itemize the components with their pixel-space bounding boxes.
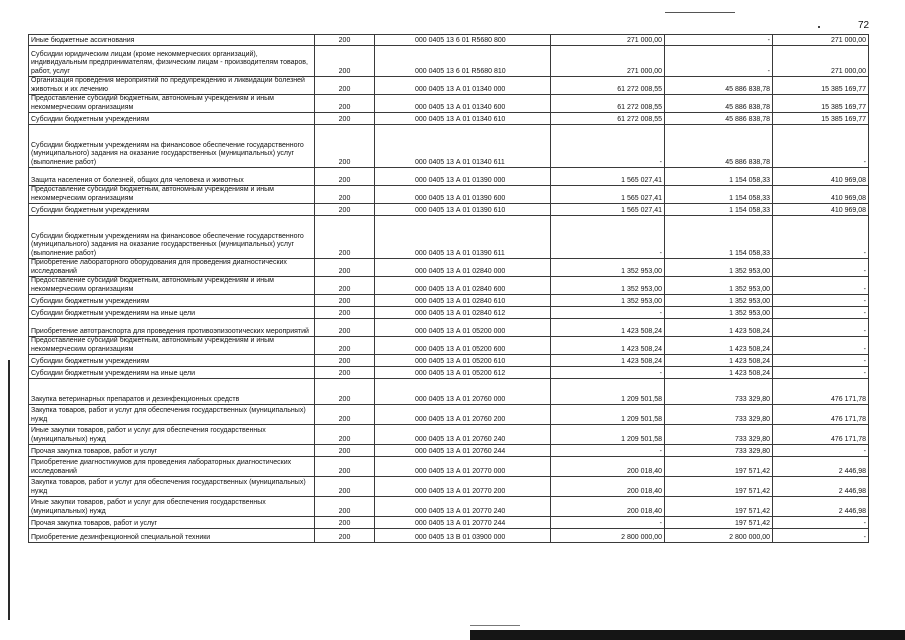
row-code: 200 [315, 425, 375, 445]
row-unexecuted: - [773, 295, 869, 307]
row-executed: 1 423 508,24 [665, 355, 773, 367]
row-name: Иные бюджетные ассигнования [29, 35, 315, 46]
row-name: Субсидии бюджетным учреждениям [29, 295, 315, 307]
row-kbk: 000 0405 13 6 01 R5680 800 [375, 35, 551, 46]
row-name: Предоставление субсидий бюджетным, автономным учреждениям и иным некоммерческим организациям [29, 186, 315, 204]
row-approved: 1 209 501,58 [551, 379, 665, 405]
row-unexecuted: 476 171,78 [773, 425, 869, 445]
row-unexecuted: 2 446,98 [773, 457, 869, 477]
row-executed: 733 329,80 [665, 425, 773, 445]
row-name: Приобретение дезинфекционной специальной техники [29, 529, 315, 543]
row-approved: - [551, 517, 665, 529]
table-row [29, 46, 869, 77]
row-name: Приобретение лабораторного оборудования для проведения диагностических исследований [29, 259, 315, 277]
row-unexecuted: - [773, 307, 869, 319]
row-code: 200 [315, 259, 375, 277]
row-code: 200 [315, 529, 375, 543]
row-name: Прочая закупка товаров, работ и услуг [29, 517, 315, 529]
row-executed: 1 154 058,33 [665, 186, 773, 204]
row-approved: - [551, 216, 665, 259]
row-code: 200 [315, 307, 375, 319]
row-approved: - [551, 367, 665, 379]
row-executed: 197 571,42 [665, 457, 773, 477]
table-row [29, 355, 869, 367]
table-row [29, 186, 869, 204]
row-code: 200 [315, 95, 375, 113]
row-code: 200 [315, 125, 375, 168]
row-code: 200 [315, 295, 375, 307]
row-approved: 1 423 508,24 [551, 319, 665, 337]
row-name: Закупка товаров, работ и услуг для обеспечения государственных (муниципальных) нужд [29, 477, 315, 497]
row-executed: 45 886 838,78 [665, 95, 773, 113]
row-executed: 1 352 953,00 [665, 307, 773, 319]
table-row [29, 95, 869, 113]
row-kbk: 000 0405 13 А 01 02840 610 [375, 295, 551, 307]
row-name: Субсидии бюджетным учреждениям [29, 113, 315, 125]
row-code: 200 [315, 445, 375, 457]
row-approved: 200 018,40 [551, 457, 665, 477]
row-kbk: 000 0405 13 А 01 05200 610 [375, 355, 551, 367]
row-kbk: 000 0405 13 А 01 01390 000 [375, 168, 551, 186]
row-approved: 200 018,40 [551, 497, 665, 517]
row-code: 200 [315, 277, 375, 295]
table-row [29, 35, 869, 46]
row-name: Иные закупки товаров, работ и услуг для обеспечения государственных (муниципальных) нужд [29, 425, 315, 445]
row-approved: 271 000,00 [551, 46, 665, 77]
row-kbk: 000 0405 13 А 01 02840 000 [375, 259, 551, 277]
row-code: 200 [315, 216, 375, 259]
table-row [29, 405, 869, 425]
row-kbk: 000 0405 13 А 01 20760 000 [375, 379, 551, 405]
row-unexecuted: 2 446,98 [773, 477, 869, 497]
row-executed: 1 154 058,33 [665, 216, 773, 259]
row-code: 200 [315, 355, 375, 367]
row-unexecuted: 271 000,00 [773, 35, 869, 46]
row-approved: 61 272 008,55 [551, 95, 665, 113]
row-unexecuted: - [773, 367, 869, 379]
row-kbk: 000 0405 13 А 01 02840 600 [375, 277, 551, 295]
table-row [29, 216, 869, 259]
row-kbk: 000 0405 13 А 01 20770 200 [375, 477, 551, 497]
row-code: 200 [315, 517, 375, 529]
row-kbk: 000 0405 13 А 01 01390 611 [375, 216, 551, 259]
table-row [29, 277, 869, 295]
table-row [29, 319, 869, 337]
row-approved: - [551, 125, 665, 168]
budget-table-body [29, 35, 869, 543]
row-executed: 733 329,80 [665, 379, 773, 405]
row-approved: 2 800 000,00 [551, 529, 665, 543]
row-code: 200 [315, 319, 375, 337]
row-name: Предоставление субсидий бюджетным, автономным учреждениям и иным некоммерческим организациям [29, 95, 315, 113]
row-kbk: 000 0405 13 А 01 02840 612 [375, 307, 551, 319]
row-executed: 197 571,42 [665, 497, 773, 517]
row-executed: 1 423 508,24 [665, 367, 773, 379]
table-row [29, 125, 869, 168]
row-kbk: 000 0405 13 А 01 01390 600 [375, 186, 551, 204]
row-unexecuted: - [773, 277, 869, 295]
row-kbk: 000 0405 13 А 01 01340 600 [375, 95, 551, 113]
row-unexecuted: - [773, 216, 869, 259]
row-name: Прочая закупка товаров, работ и услуг [29, 445, 315, 457]
table-row [29, 379, 869, 405]
row-unexecuted: - [773, 319, 869, 337]
row-code: 200 [315, 46, 375, 77]
row-unexecuted: 2 446,98 [773, 497, 869, 517]
table-row [29, 259, 869, 277]
row-name: Субсидии бюджетным учреждениям на финансовое обеспечение государственного (муниципального) задания на оказание государственных (муниципальных) услуг (выполнение работ) [29, 216, 315, 259]
row-kbk: 000 0405 13 А 01 01340 610 [375, 113, 551, 125]
row-unexecuted: - [773, 259, 869, 277]
row-code: 200 [315, 168, 375, 186]
row-name: Закупка товаров, работ и услуг для обеспечения государственных (муниципальных) нужд [29, 405, 315, 425]
table-row [29, 307, 869, 319]
table-row [29, 425, 869, 445]
row-executed: 1 352 953,00 [665, 295, 773, 307]
row-name: Приобретение автотранспорта для проведения противоэпизоотических мероприятий [29, 319, 315, 337]
row-name: Субсидии юридическим лицам (кроме некоммерческих организаций), индивидуальным предпринимателям, физическим лицам - производителям товаров, работ, услуг [29, 46, 315, 77]
row-approved: 61 272 008,55 [551, 113, 665, 125]
row-approved: 1 352 953,00 [551, 277, 665, 295]
scan-mark [818, 26, 820, 28]
row-code: 200 [315, 457, 375, 477]
row-executed: 733 329,80 [665, 445, 773, 457]
row-name: Предоставление субсидий бюджетным, автономным учреждениям и иным некоммерческим организациям [29, 337, 315, 355]
row-approved: 1 209 501,58 [551, 425, 665, 445]
row-name: Субсидии бюджетным учреждениям на иные цели [29, 367, 315, 379]
row-code: 200 [315, 405, 375, 425]
row-unexecuted: - [773, 355, 869, 367]
row-kbk: 000 0405 13 А 01 05200 600 [375, 337, 551, 355]
row-name: Закупка ветеринарных препаратов и дезинфекционных средств [29, 379, 315, 405]
row-code: 200 [315, 497, 375, 517]
table-row [29, 497, 869, 517]
row-executed: 1 423 508,24 [665, 337, 773, 355]
row-executed: - [665, 35, 773, 46]
row-executed: 45 886 838,78 [665, 113, 773, 125]
row-unexecuted: 410 969,08 [773, 168, 869, 186]
row-kbk: 000 0405 13 А 01 20760 200 [375, 405, 551, 425]
row-executed: 1 423 508,24 [665, 319, 773, 337]
row-code: 200 [315, 367, 375, 379]
row-unexecuted: 15 385 169,77 [773, 77, 869, 95]
table-row [29, 529, 869, 543]
row-code: 200 [315, 77, 375, 95]
scan-edge-thin [470, 625, 520, 626]
row-approved: 1 352 953,00 [551, 259, 665, 277]
table-row [29, 295, 869, 307]
row-unexecuted: - [773, 125, 869, 168]
row-approved: 1 565 027,41 [551, 168, 665, 186]
row-unexecuted: - [773, 337, 869, 355]
row-unexecuted: - [773, 517, 869, 529]
row-executed: 45 886 838,78 [665, 77, 773, 95]
row-kbk: 000 0405 13 А 01 20760 240 [375, 425, 551, 445]
table-row [29, 367, 869, 379]
table-row [29, 168, 869, 186]
budget-table [28, 34, 869, 543]
row-executed: 2 800 000,00 [665, 529, 773, 543]
row-kbk: 000 0405 13 В 01 03900 000 [375, 529, 551, 543]
row-code: 200 [315, 337, 375, 355]
scan-edge-bottom [470, 630, 905, 640]
row-unexecuted: 271 000,00 [773, 46, 869, 77]
row-approved: 1 352 953,00 [551, 295, 665, 307]
table-row [29, 517, 869, 529]
table-row [29, 77, 869, 95]
row-approved: - [551, 445, 665, 457]
row-unexecuted: 410 969,08 [773, 186, 869, 204]
table-row [29, 337, 869, 355]
row-unexecuted: - [773, 529, 869, 543]
row-unexecuted: 15 385 169,77 [773, 113, 869, 125]
row-name: Субсидии бюджетным учреждениям на финансовое обеспечение государственного (муниципального) задания на оказание государственных (муниципальных) услуг (выполнение работ) [29, 125, 315, 168]
page-number: 72 [858, 20, 870, 31]
row-unexecuted: 476 171,78 [773, 405, 869, 425]
row-code: 200 [315, 113, 375, 125]
row-name: Организация проведения мероприятий по предупреждению и ликвидации болезней животных и их лечению [29, 77, 315, 95]
row-kbk: 000 0405 13 А 01 01340 611 [375, 125, 551, 168]
row-approved: 200 018,40 [551, 477, 665, 497]
row-name: Субсидии бюджетным учреждениям на иные цели [29, 307, 315, 319]
row-executed: 45 886 838,78 [665, 125, 773, 168]
table-row [29, 204, 869, 216]
row-name: Субсидии бюджетным учреждениям [29, 204, 315, 216]
row-approved: 1 565 027,41 [551, 204, 665, 216]
row-approved: - [551, 307, 665, 319]
row-code: 200 [315, 186, 375, 204]
row-executed: - [665, 46, 773, 77]
row-kbk: 000 0405 13 А 01 01390 610 [375, 204, 551, 216]
row-kbk: 000 0405 13 6 01 R5680 810 [375, 46, 551, 77]
row-kbk: 000 0405 13 А 01 20760 244 [375, 445, 551, 457]
scan-edge-left [8, 360, 10, 620]
row-kbk: 000 0405 13 А 01 20770 240 [375, 497, 551, 517]
row-kbk: 000 0405 13 А 01 20770 000 [375, 457, 551, 477]
row-approved: 61 272 008,55 [551, 77, 665, 95]
row-approved: 1 565 027,41 [551, 186, 665, 204]
row-kbk: 000 0405 13 А 01 01340 000 [375, 77, 551, 95]
header-rule [665, 12, 735, 13]
row-name: Иные закупки товаров, работ и услуг для обеспечения государственных (муниципальных) нужд [29, 497, 315, 517]
row-unexecuted: 476 171,78 [773, 379, 869, 405]
row-kbk: 000 0405 13 А 01 20770 244 [375, 517, 551, 529]
table-row [29, 457, 869, 477]
row-executed: 1 154 058,33 [665, 168, 773, 186]
table-row [29, 113, 869, 125]
row-kbk: 000 0405 13 А 01 05200 612 [375, 367, 551, 379]
row-executed: 197 571,42 [665, 517, 773, 529]
row-executed: 1 352 953,00 [665, 259, 773, 277]
row-unexecuted: 410 969,08 [773, 204, 869, 216]
row-name: Приобретение диагностикумов для проведения лабораторных диагностических исследований [29, 457, 315, 477]
row-name: Субсидии бюджетным учреждениям [29, 355, 315, 367]
table-row [29, 445, 869, 457]
table-row [29, 477, 869, 497]
row-approved: 1 423 508,24 [551, 355, 665, 367]
row-code: 200 [315, 204, 375, 216]
row-executed: 733 329,80 [665, 405, 773, 425]
row-executed: 1 154 058,33 [665, 204, 773, 216]
row-approved: 1 423 508,24 [551, 337, 665, 355]
row-approved: 1 209 501,58 [551, 405, 665, 425]
row-name: Защита населения от болезней, общих для человека и животных [29, 168, 315, 186]
row-approved: 271 000,00 [551, 35, 665, 46]
row-executed: 1 352 953,00 [665, 277, 773, 295]
row-code: 200 [315, 35, 375, 46]
row-unexecuted: - [773, 445, 869, 457]
row-kbk: 000 0405 13 А 01 05200 000 [375, 319, 551, 337]
row-unexecuted: 15 385 169,77 [773, 95, 869, 113]
row-code: 200 [315, 477, 375, 497]
row-executed: 197 571,42 [665, 477, 773, 497]
row-code: 200 [315, 379, 375, 405]
row-name: Предоставление субсидий бюджетным, автономным учреждениям и иным некоммерческим организациям [29, 277, 315, 295]
